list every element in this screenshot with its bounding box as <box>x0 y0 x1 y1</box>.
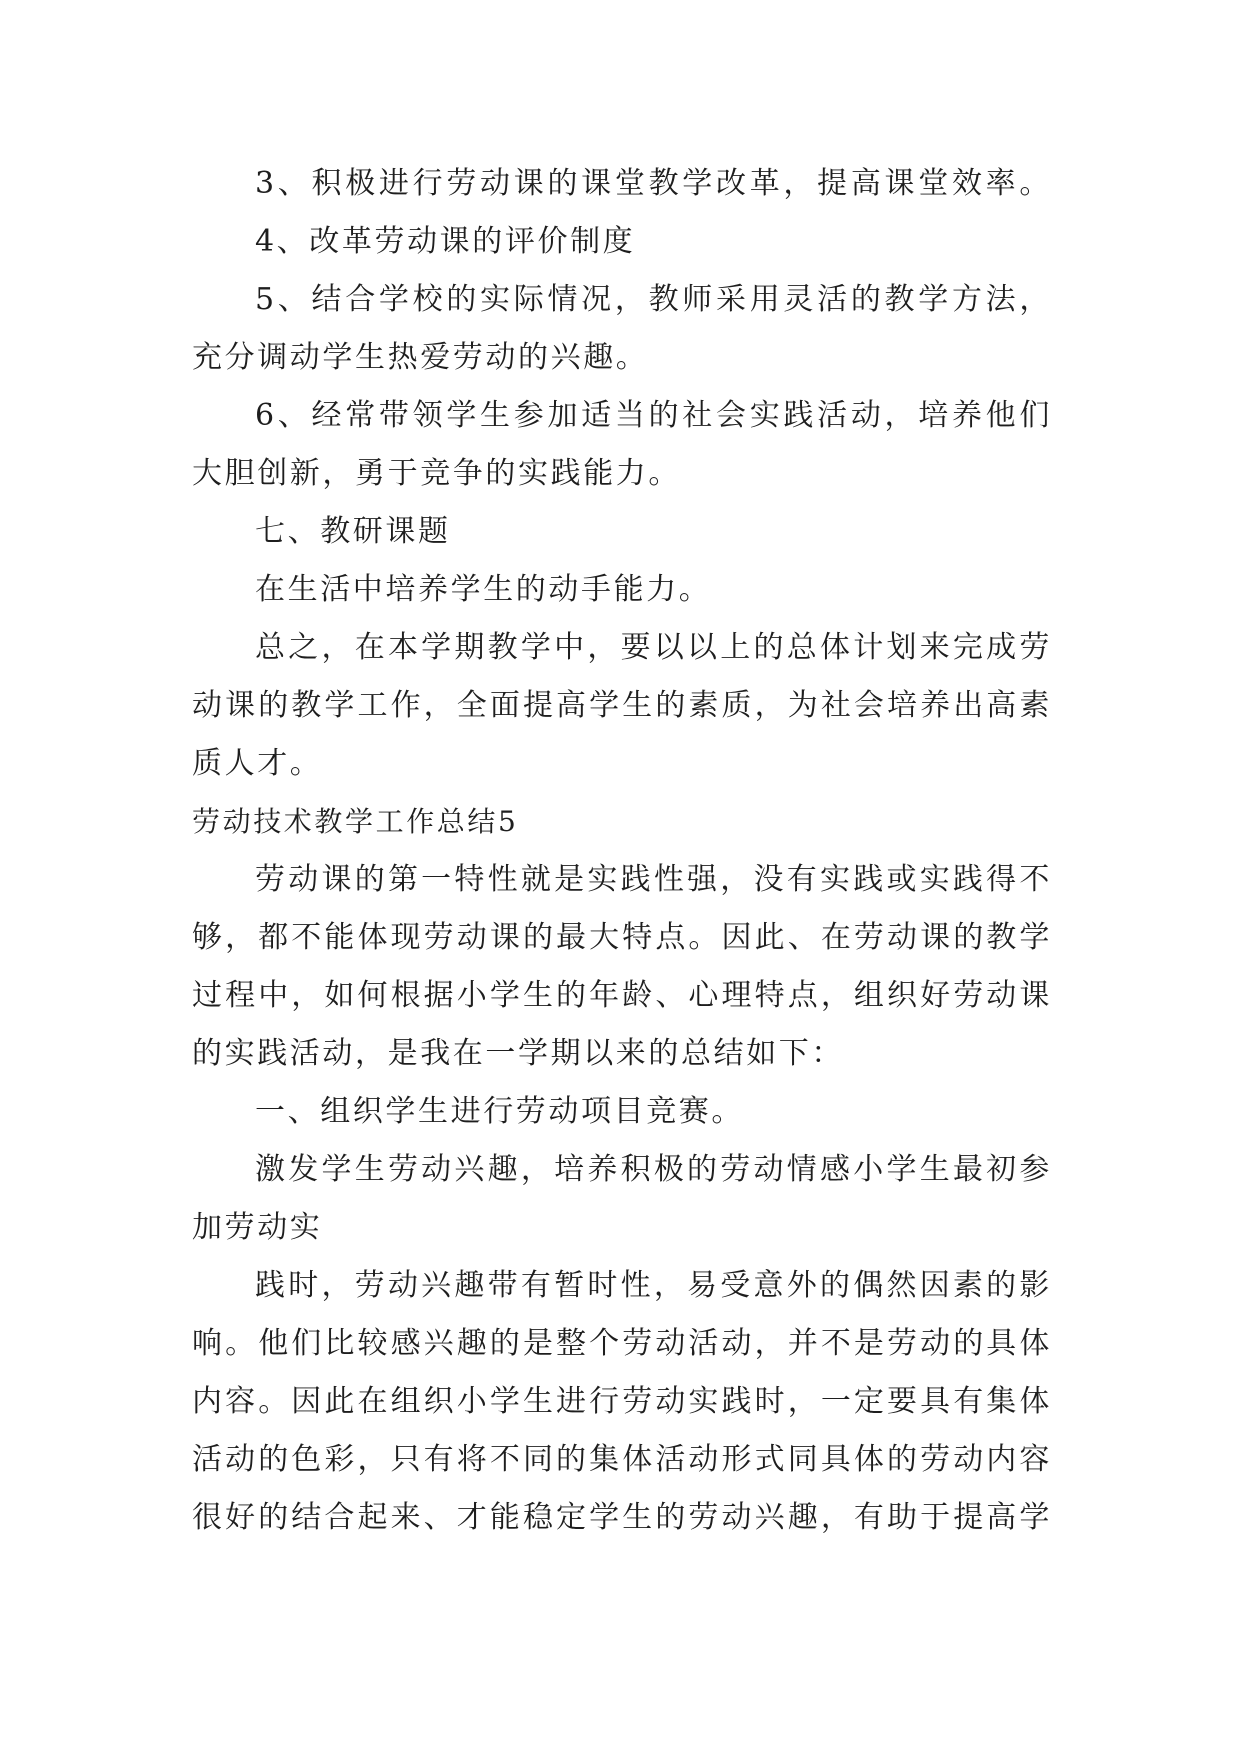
paragraph-line: 在生活中培养学生的动手能力。 <box>255 572 712 607</box>
paragraph-line: 的实践活动，是我在一学期以来的总结如下： <box>192 1036 844 1071</box>
paragraph <box>192 851 1052 1083</box>
paragraph-line: 一、组织学生进行劳动项目竞赛。 <box>255 1094 744 1129</box>
paragraph-line: 6、经常带领学生参加适当的社会实践活动，培养他们 <box>255 398 1052 433</box>
paragraph-line: 劳动课的第一特性就是实践性强，没有实践或实践得不 <box>255 862 1052 897</box>
section-title: 劳动技术教学工作总结5 <box>192 805 519 838</box>
paragraph-line: 质人才。 <box>192 746 323 781</box>
paragraph <box>192 1083 1052 1141</box>
paragraph <box>192 155 1052 213</box>
paragraph-line: 很好的结合起来、才能稳定学生的劳动兴趣，有助于提高学 <box>192 1500 1052 1535</box>
paragraph-line: 5、结合学校的实际情况，教师采用灵活的教学方法， <box>255 282 1052 317</box>
paragraph-line: 激发学生劳动兴趣，培养积极的劳动情感小学生最初参 <box>255 1152 1052 1187</box>
paragraph <box>192 213 1052 271</box>
paragraph-line: 内容。因此在组织小学生进行劳动实践时，一定要具有集体 <box>192 1384 1052 1419</box>
paragraph-line: 动课的教学工作，全面提高学生的素质，为社会培养出高素 <box>192 688 1052 723</box>
paragraph <box>192 1141 1052 1257</box>
paragraph <box>192 387 1052 503</box>
paragraph-line: 够，都不能体现劳动课的最大特点。因此、在劳动课的教学 <box>192 920 1052 955</box>
paragraph-line: 充分调动学生热爱劳动的兴趣。 <box>192 340 649 375</box>
paragraph <box>192 1257 1052 1547</box>
paragraph-line: 过程中，如何根据小学生的年龄、心理特点，组织好劳动课 <box>192 978 1052 1013</box>
paragraph <box>192 503 1052 561</box>
paragraph <box>192 561 1052 619</box>
paragraph <box>192 271 1052 387</box>
paragraph <box>192 619 1052 793</box>
paragraph-line: 总之，在本学期教学中，要以以上的总体计划来完成劳 <box>255 630 1052 665</box>
paragraph-line: 响。他们比较感兴趣的是整个劳动活动，并不是劳动的具体 <box>192 1326 1052 1361</box>
paragraph-line: 活动的色彩，只有将不同的集体活动形式同具体的劳动内容 <box>192 1442 1052 1477</box>
paragraph-line: 七、教研课题 <box>255 514 451 549</box>
paragraph-line: 加劳动实 <box>192 1210 323 1245</box>
paragraph-line: 4、改革劳动课的评价制度 <box>255 224 636 259</box>
paragraph-line: 践时，劳动兴趣带有暂时性，易受意外的偶然因素的影 <box>255 1268 1052 1303</box>
paragraph-line: 大胆创新，勇于竞争的实践能力。 <box>192 456 681 491</box>
paragraph-line: 3、积极进行劳动课的课堂教学改革，提高课堂效率。 <box>255 166 1052 201</box>
document-body <box>192 155 1052 1547</box>
